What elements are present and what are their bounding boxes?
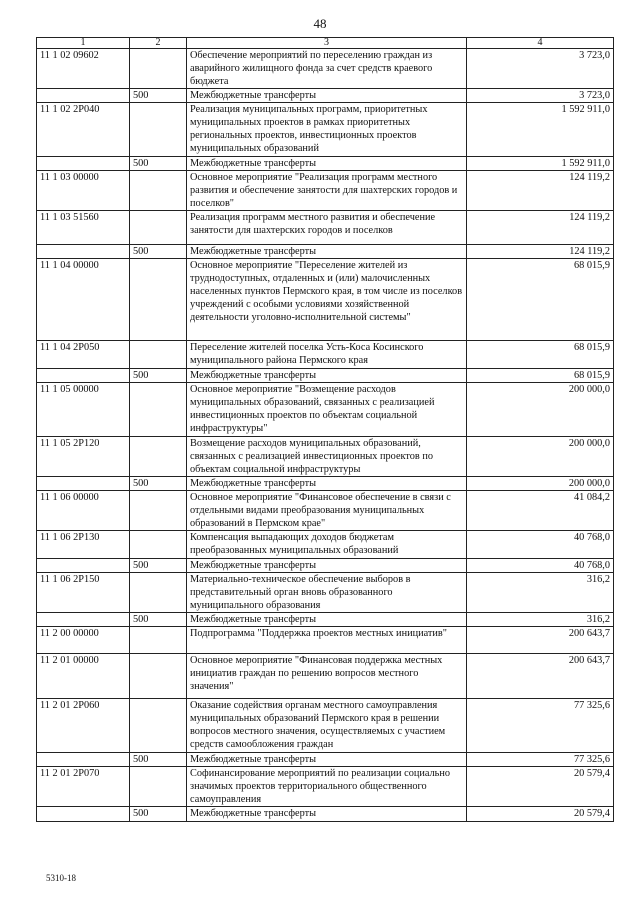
row-code: [37, 559, 130, 573]
row-code: [37, 807, 130, 822]
row-amount: 77 325,6: [467, 753, 614, 767]
table-row: [37, 753, 614, 767]
table-row: [37, 49, 614, 89]
row-expense-type: [130, 767, 187, 807]
header-cell-2: 2: [130, 38, 187, 49]
row-expense-type: 500: [130, 157, 187, 171]
row-expense-type: [130, 491, 187, 531]
row-amount: 316,2: [467, 613, 614, 627]
row-amount: 1 592 911,0: [467, 157, 614, 171]
row-amount: 40 768,0: [467, 559, 614, 573]
table-row: [37, 245, 614, 259]
row-amount: 68 015,9: [467, 369, 614, 383]
row-code: 11 1 06 00000: [37, 491, 130, 531]
row-name: Софинансирование мероприятий по реализации социально значимых проектов территориального общественного самоуправления: [187, 767, 467, 807]
row-name: Межбюджетные трансферты: [187, 89, 467, 103]
table-row: [37, 613, 614, 627]
table-row: [37, 259, 614, 341]
row-name: Межбюджетные трансферты: [187, 807, 467, 822]
table-row: [37, 157, 614, 171]
row-name: Межбюджетные трансферты: [187, 477, 467, 491]
table-row: [37, 171, 614, 211]
row-amount: 124 119,2: [467, 211, 614, 245]
header-cell-3: 3: [187, 38, 467, 49]
row-code: 11 2 00 00000: [37, 627, 130, 654]
row-code: [37, 157, 130, 171]
row-amount: 124 119,2: [467, 171, 614, 211]
row-code: 11 1 04 00000: [37, 259, 130, 341]
row-amount: 77 325,6: [467, 699, 614, 753]
row-expense-type: 500: [130, 89, 187, 103]
row-expense-type: 500: [130, 559, 187, 573]
row-code: 11 1 06 2Р150: [37, 573, 130, 613]
row-expense-type: [130, 531, 187, 559]
row-code: [37, 89, 130, 103]
row-name: Компенсация выпадающих доходов бюджетам преобразованных муниципальных образований: [187, 531, 467, 559]
row-expense-type: 500: [130, 613, 187, 627]
row-code: 11 1 04 2Р050: [37, 341, 130, 369]
row-expense-type: 500: [130, 369, 187, 383]
row-amount: 3 723,0: [467, 49, 614, 89]
table-row: [37, 699, 614, 753]
budget-table: [36, 37, 614, 822]
table-row: [37, 559, 614, 573]
row-expense-type: [130, 573, 187, 613]
table-body: [37, 49, 614, 822]
table-row: [37, 341, 614, 369]
row-code: 11 1 03 00000: [37, 171, 130, 211]
row-amount: 1 592 911,0: [467, 103, 614, 157]
table-row: [37, 369, 614, 383]
row-name: Обеспечение мероприятий по переселению граждан из аварийного жилищного фонда за счет средств краевого бюджета: [187, 49, 467, 89]
row-code: 11 1 03 51560: [37, 211, 130, 245]
row-code: [37, 245, 130, 259]
row-amount: 20 579,4: [467, 807, 614, 822]
row-code: [37, 613, 130, 627]
row-code: [37, 477, 130, 491]
row-expense-type: [130, 103, 187, 157]
row-name: Основное мероприятие "Возмещение расходов муниципальных образований, связанных с реализацией инвестиционных проектов по объектам социальной инфраструктуры": [187, 383, 467, 437]
table-row: [37, 89, 614, 103]
table-row: [37, 211, 614, 245]
table-row: [37, 437, 614, 477]
row-expense-type: [130, 49, 187, 89]
row-code: 11 2 01 2Р070: [37, 767, 130, 807]
header-cell-1: 1: [37, 38, 130, 49]
row-name: Основное мероприятие "Переселение жителей из труднодоступных, отдаленных и (или) малочисленных населенных пунктов Пермского края, в том числе из поселков учреждений с особыми условиями хозяйственной деятельности уголовно-исполнительной системы": [187, 259, 467, 341]
table-row: [37, 491, 614, 531]
row-code: 11 1 02 2Р040: [37, 103, 130, 157]
row-amount: 68 015,9: [467, 341, 614, 369]
row-amount: 200 643,7: [467, 654, 614, 699]
row-amount: 3 723,0: [467, 89, 614, 103]
row-name: Реализация муниципальных программ, приоритетных муниципальных проектов в рамках приоритетных региональных проектов, инвестиционных проектов муниципальных образований: [187, 103, 467, 157]
page-number: 48: [313, 16, 327, 31]
table-row: [37, 477, 614, 491]
row-name: Межбюджетные трансферты: [187, 369, 467, 383]
table-row: [37, 627, 614, 654]
row-code: 11 1 02 09602: [37, 49, 130, 89]
row-amount: 200 000,0: [467, 477, 614, 491]
row-name: Возмещение расходов муниципальных образований, связанных с реализацией инвестиционных проектов по объектам социальной инфраструктуры: [187, 437, 467, 477]
row-name: Основное мероприятие "Реализация программ местного развития и обеспечение занятости для шахтерских городов и поселков": [187, 171, 467, 211]
row-name: Межбюджетные трансферты: [187, 753, 467, 767]
row-amount: 20 579,4: [467, 767, 614, 807]
row-expense-type: [130, 171, 187, 211]
row-amount: 40 768,0: [467, 531, 614, 559]
row-amount: 41 084,2: [467, 491, 614, 531]
row-name: Межбюджетные трансферты: [187, 245, 467, 259]
table-row: [37, 767, 614, 807]
row-amount: 200 000,0: [467, 383, 614, 437]
row-code: 11 2 01 2Р060: [37, 699, 130, 753]
row-name: Оказание содействия органам местного самоуправления муниципальных образований Пермского края в решении вопросов местного значения, осуществляемых с участием средств самообложения граждан: [187, 699, 467, 753]
row-expense-type: [130, 259, 187, 341]
row-name: Материально-техническое обеспечение выборов в представительный орган вновь образованного муниципального образования: [187, 573, 467, 613]
row-amount: 124 119,2: [467, 245, 614, 259]
table-row: [37, 654, 614, 699]
row-name: Межбюджетные трансферты: [187, 613, 467, 627]
row-amount: 200 000,0: [467, 437, 614, 477]
row-code: [37, 753, 130, 767]
row-code: 11 2 01 00000: [37, 654, 130, 699]
table-header-row: [37, 38, 614, 49]
row-expense-type: [130, 627, 187, 654]
row-expense-type: 500: [130, 753, 187, 767]
row-name: Межбюджетные трансферты: [187, 559, 467, 573]
row-expense-type: [130, 383, 187, 437]
row-name: Межбюджетные трансферты: [187, 157, 467, 171]
row-code: 11 1 05 2Р120: [37, 437, 130, 477]
row-name: Переселение жителей поселка Усть-Коса Косинского муниципального района Пермского края: [187, 341, 467, 369]
row-expense-type: [130, 699, 187, 753]
row-code: 11 1 05 00000: [37, 383, 130, 437]
row-expense-type: [130, 654, 187, 699]
row-expense-type: [130, 341, 187, 369]
table-row: [37, 103, 614, 157]
row-expense-type: [130, 437, 187, 477]
row-name: Основное мероприятие "Финансовая поддержка местных инициатив граждан по решению вопросов местного значения": [187, 654, 467, 699]
row-expense-type: 500: [130, 807, 187, 822]
row-expense-type: 500: [130, 477, 187, 491]
row-amount: 200 643,7: [467, 627, 614, 654]
row-code: 11 1 06 2Р130: [37, 531, 130, 559]
table-row: [37, 807, 614, 822]
row-amount: 68 015,9: [467, 259, 614, 341]
table-row: [37, 531, 614, 559]
row-amount: 316,2: [467, 573, 614, 613]
table-row: [37, 383, 614, 437]
row-code: [37, 369, 130, 383]
row-name: Реализация программ местного развития и обеспечение занятости для шахтерских городов и поселков: [187, 211, 467, 245]
row-expense-type: 500: [130, 245, 187, 259]
document-code: 5310-18: [46, 873, 76, 883]
row-name: Основное мероприятие "Финансовое обеспечение в связи с отдельными видами преобразования муниципальных образований в Пермском крае": [187, 491, 467, 531]
row-expense-type: [130, 211, 187, 245]
table-row: [37, 573, 614, 613]
row-name: Подпрограмма "Поддержка проектов местных инициатив": [187, 627, 467, 654]
header-cell-4: 4: [467, 38, 614, 49]
